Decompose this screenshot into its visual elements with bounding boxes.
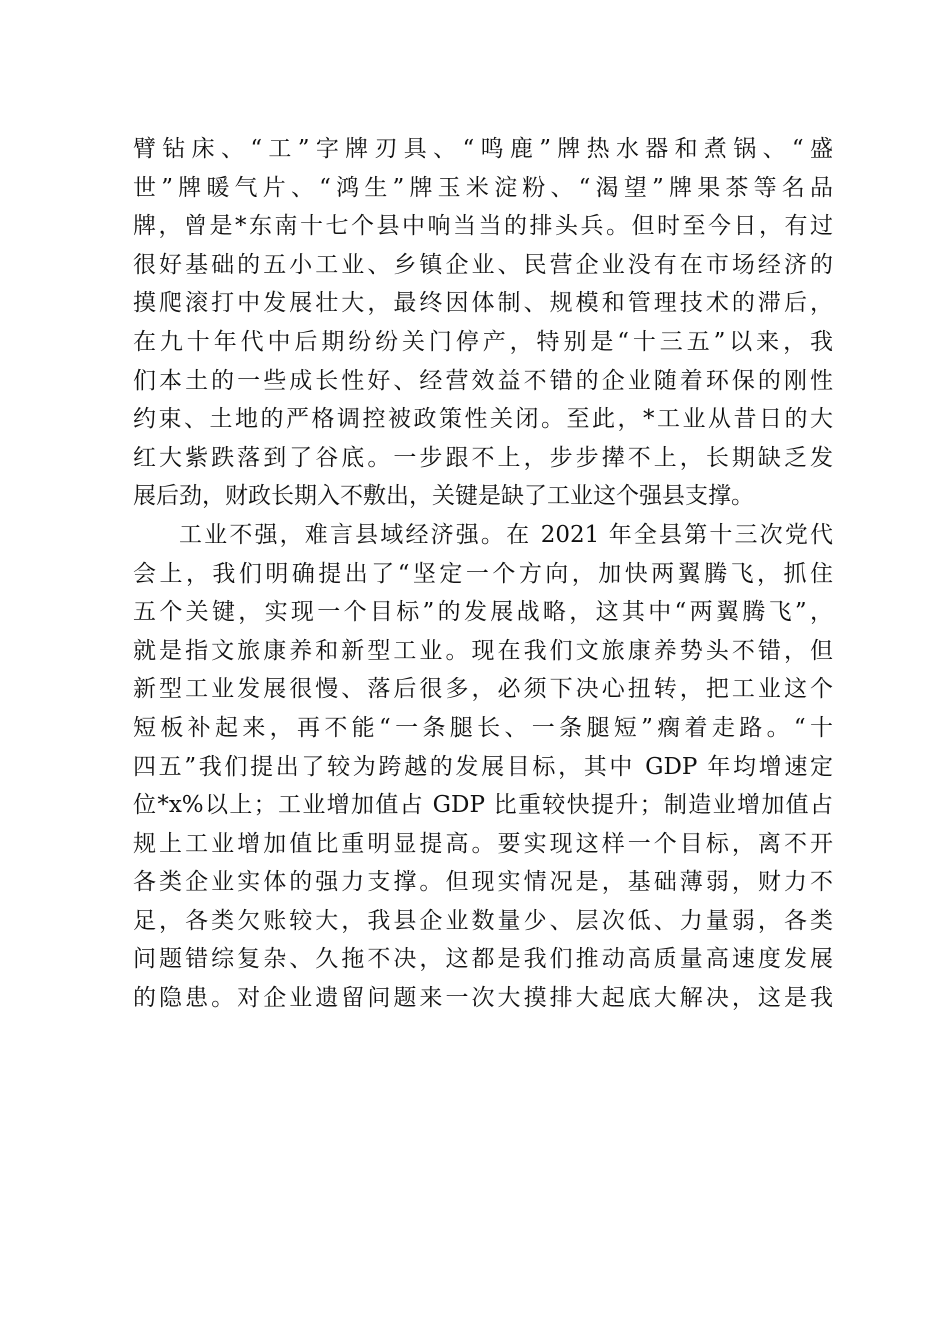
text-line: 的隐患。对企业遗留问题来一次大摸排大起底大解决，这是我 (133, 985, 833, 1012)
text-line: 展后劲，财政长期入不敷出，关键是缺了工业这个强县支撑。 (133, 483, 754, 510)
paragraph-2 (133, 516, 833, 1018)
text-line: 在九十年代中后期纷纷关门停产，特别是“十三五”以来，我 (133, 328, 833, 355)
text-line: 约束、土地的严格调控被政策性关闭。至此，*工业从昔日的大 (133, 406, 833, 433)
text-line: 规上工业增加值比重明显提高。要实现这样一个目标，离不开 (133, 830, 833, 857)
text-line: 红大紫跌落到了谷底。一步跟不上，步步撵不上，长期缺乏发 (133, 444, 833, 471)
text-line: 各类企业实体的强力支撑。但现实情况是，基础薄弱，财力不 (133, 869, 833, 896)
text-line: 问题错综复杂、久拖不决，这都是我们推动高质量高速度发展 (133, 946, 833, 973)
body-text (133, 130, 833, 1018)
text-line: 五个关键，实现一个目标”的发展战略，这其中“两翼腾飞”， (133, 599, 833, 626)
text-line: 四五”我们提出了较为跨越的发展目标，其中 GDP 年均增速定 (133, 753, 833, 780)
text-line: 足，各类欠账较大，我县企业数量少、层次低、力量弱，各类 (133, 907, 833, 934)
text-line: 摸爬滚打中发展壮大，最终因体制、规模和管理技术的滞后， (133, 290, 833, 317)
paragraph-1 (133, 130, 833, 516)
text-line: 会上，我们明确提出了“坚定一个方向，加快两翼腾飞，抓住 (133, 560, 833, 587)
text-line: 牌，曾是*东南十七个县中响当当的排头兵。但时至今日，有过 (133, 213, 833, 240)
text-line: 短板补起来，再不能“一条腿长、一条腿短”瘸着走路。“十 (133, 714, 833, 741)
text-line: 世”牌暖气片、“鸿生”牌玉米淀粉、“渴望”牌果茶等名品 (133, 174, 833, 201)
text-line: 们本土的一些成长性好、经营效益不错的企业随着环保的刚性 (133, 367, 833, 394)
text-line: 新型工业发展很慢、落后很多，必须下决心扭转，把工业这个 (133, 676, 833, 703)
text-line: 就是指文旅康养和新型工业。现在我们文旅康养势头不错，但 (133, 637, 833, 664)
text-line: 臂钻床、“工”字牌刃具、“鸣鹿”牌热水器和煮锅、“盛 (133, 136, 833, 162)
text-line: 很好基础的五小工业、乡镇企业、民营企业没有在市场经济的 (133, 251, 833, 278)
text-line: 工业不强，难言县域经济强。在 2021 年全县第十三次党代 (179, 521, 833, 548)
text-line: 位*x%以上；工业增加值占 GDP 比重较快提升；制造业增加值占 (133, 792, 833, 819)
